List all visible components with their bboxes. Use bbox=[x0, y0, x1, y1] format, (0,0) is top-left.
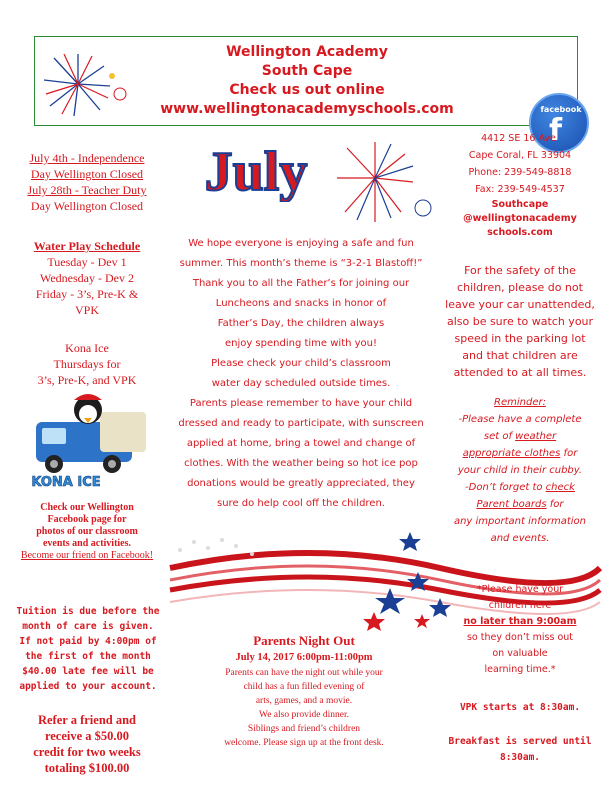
reminder-block bbox=[436, 394, 604, 547]
tuition-line-4: the first of the month bbox=[25, 651, 151, 662]
referral-offer bbox=[12, 712, 162, 776]
kona-line-2: Thursdays for bbox=[53, 357, 121, 371]
fireworks-left-icon bbox=[38, 46, 138, 122]
refer-line-3: credit for two weeks bbox=[33, 745, 141, 759]
website-link[interactable]: www.wellingtonacademyschools.com bbox=[160, 101, 454, 117]
arrival-line-4: so they don’t miss out bbox=[466, 632, 573, 643]
school-name: Wellington Academy bbox=[226, 44, 388, 60]
refer-line-1: Refer a friend and bbox=[37, 713, 137, 727]
closure-line-3: July 28th - Teacher Duty bbox=[27, 183, 147, 197]
reminder-line-2b: weather bbox=[515, 431, 557, 442]
tuition-line-3: If not paid by 4:00pm of bbox=[19, 636, 157, 647]
kona-ice-block bbox=[12, 340, 162, 388]
fb-line-4: events and activities. bbox=[42, 538, 132, 549]
kona-ice-truck-icon bbox=[28, 390, 158, 490]
arrival-line-5: on valuable bbox=[492, 648, 548, 659]
breakfast-notice bbox=[436, 734, 604, 766]
message-line-11: applied at home, bring a towel and change of bbox=[186, 438, 416, 449]
message-line-13: donations would be greatly appreciated, they bbox=[187, 478, 415, 489]
safety-line-2: children, please do not bbox=[457, 281, 583, 294]
parents-night-out bbox=[176, 632, 432, 750]
message-line-14: sure do help cool off the children. bbox=[217, 498, 385, 509]
safety-line-3: leave your car unattended, bbox=[445, 298, 595, 311]
arrival-line-2: children here bbox=[488, 600, 552, 611]
message-line-2: summer. This month’s theme is “3-2-1 Blastoff!” bbox=[179, 258, 423, 269]
message-line-7: Please check your child’s classroom bbox=[211, 358, 391, 369]
arrival-line-6: learning time.* bbox=[484, 664, 556, 675]
vpk-start: VPK starts at 8:30am. bbox=[459, 702, 581, 713]
reminder-line-1: -Please have a complete bbox=[458, 414, 582, 425]
safety-notice bbox=[436, 262, 604, 381]
kona-line-3: 3’s, Pre-K, and VPK bbox=[37, 373, 137, 387]
address-line-2: Cape Coral, FL 33904 bbox=[468, 150, 572, 161]
social-handle-line-3: schools.com bbox=[487, 227, 553, 238]
message-line-4: Luncheons and snacks in honor of bbox=[215, 298, 387, 309]
pno-title: Parents Night Out bbox=[253, 633, 355, 648]
social-handle-line-1: Southcape bbox=[491, 199, 549, 210]
reminder-line-3a: appropriate clothes bbox=[462, 448, 561, 459]
contact-block bbox=[436, 130, 604, 240]
reminder-line-7: any important information bbox=[453, 516, 587, 527]
water-line-2: Wednesday - Dev 2 bbox=[39, 271, 134, 285]
facebook-label: facebook bbox=[540, 105, 582, 114]
message-line-1: We hope everyone is enjoying a safe and fun bbox=[188, 238, 414, 249]
tuition-line-5: $40.00 late fee will be bbox=[22, 666, 154, 677]
pno-line-5: Siblings and friend’s children bbox=[247, 724, 361, 734]
reminder-line-6a: Parent boards bbox=[476, 499, 547, 510]
reminder-line-3b: for bbox=[560, 448, 578, 459]
water-line-4: VPK bbox=[74, 303, 99, 317]
tuition-line-2: month of care is given. bbox=[22, 621, 154, 632]
social-handle-line-2: @wellingtonacademy bbox=[463, 213, 577, 224]
refer-line-4: totaling $100.00 bbox=[44, 761, 130, 775]
online-callout: Check us out online bbox=[229, 82, 385, 98]
pno-line-6: welcome. Please sign up at the front desk. bbox=[224, 738, 384, 748]
water-play-title: Water Play Schedule bbox=[33, 239, 141, 253]
safety-line-6: and that children are bbox=[462, 349, 578, 362]
closure-line-1: July 4th - Independence bbox=[29, 151, 145, 165]
water-play-block bbox=[12, 238, 162, 318]
campus-name: South Cape bbox=[261, 63, 353, 79]
message-line-8: water day scheduled outside times. bbox=[211, 378, 391, 389]
reminder-line-4: your child in their cubby. bbox=[457, 465, 583, 476]
reminder-title: Reminder: bbox=[494, 397, 546, 408]
reminder-line-6b: for bbox=[546, 499, 564, 510]
kona-line-1: Kona Ice bbox=[65, 341, 109, 355]
reminder-line-8: and events. bbox=[490, 533, 550, 544]
safety-line-5: speed in the parking lot bbox=[454, 332, 586, 345]
arrival-notice bbox=[436, 582, 604, 678]
arrival-line-1: *Please have your bbox=[476, 584, 564, 595]
breakfast-line-1: Breakfast is served until bbox=[448, 736, 592, 747]
kona-logo-text: KONA ICE bbox=[31, 475, 101, 490]
closures-block bbox=[12, 150, 162, 214]
message-line-10: dressed and ready to participate, with sunscreen bbox=[178, 418, 424, 429]
arrival-line-3: no later than 9:00am bbox=[463, 616, 577, 627]
monthly-message bbox=[170, 234, 432, 514]
closure-line-2: Day Wellington Closed bbox=[30, 167, 144, 181]
message-line-5: Father’s Day, the children always bbox=[217, 318, 385, 329]
tuition-line-6: applied to your account. bbox=[19, 681, 157, 692]
message-line-3: Thank you to all the Father’s for joining our bbox=[192, 278, 410, 289]
reminder-line-5a: -Don’t forget to bbox=[465, 482, 546, 493]
pno-line-3: arts, games, and a movie. bbox=[255, 696, 353, 706]
safety-line-1: For the safety of the bbox=[464, 264, 576, 277]
tuition-line-1: Tuition is due before the bbox=[16, 606, 160, 617]
fireworks-right-icon bbox=[335, 138, 435, 230]
phone-number: Phone: 239-549-8818 bbox=[468, 167, 572, 178]
july-title-art bbox=[186, 136, 326, 202]
safety-line-7: attended to at all times. bbox=[453, 366, 587, 379]
tuition-notice bbox=[12, 604, 164, 694]
water-line-3: Friday - 3’s, Pre-K & bbox=[35, 287, 139, 301]
address-line-1: 4412 SE 16 Ave. bbox=[481, 133, 559, 144]
message-line-12: clothes. With the weather being so hot ice pop bbox=[184, 458, 418, 469]
fb-line-2: Facebook page for bbox=[47, 514, 127, 525]
reminder-line-5b: check bbox=[545, 482, 575, 493]
facebook-friend-link[interactable]: Become our friend on Facebook! bbox=[20, 550, 154, 561]
pno-date: July 14, 2017 6:00pm-11:00pm bbox=[235, 652, 373, 663]
message-line-6: enjoy spending time with you! bbox=[224, 338, 378, 349]
reminder-line-2a: set of bbox=[483, 431, 516, 442]
fax-number: Fax: 239-549-4537 bbox=[475, 184, 565, 195]
fb-line-1: Check our Wellington bbox=[40, 502, 134, 513]
pno-line-1: Parents can have the night out while your bbox=[225, 668, 383, 678]
july-art-text: July bbox=[204, 141, 308, 202]
pno-line-4: We also provide dinner. bbox=[259, 710, 349, 720]
breakfast-line-2: 8:30am. bbox=[499, 752, 541, 763]
refer-line-2: receive a $50.00 bbox=[44, 729, 130, 743]
facebook-promo bbox=[12, 502, 162, 562]
safety-line-4: also be sure to watch your bbox=[446, 315, 594, 328]
pno-line-2: child has a fun filled evening of bbox=[243, 682, 365, 692]
water-line-1: Tuesday - Dev 1 bbox=[47, 255, 127, 269]
message-line-9: Parents please remember to have your child bbox=[189, 398, 413, 409]
facebook-f-glyph: f bbox=[549, 113, 563, 148]
fb-line-3: photos of our classroom bbox=[36, 526, 138, 537]
closure-line-4: Day Wellington Closed bbox=[30, 199, 144, 213]
